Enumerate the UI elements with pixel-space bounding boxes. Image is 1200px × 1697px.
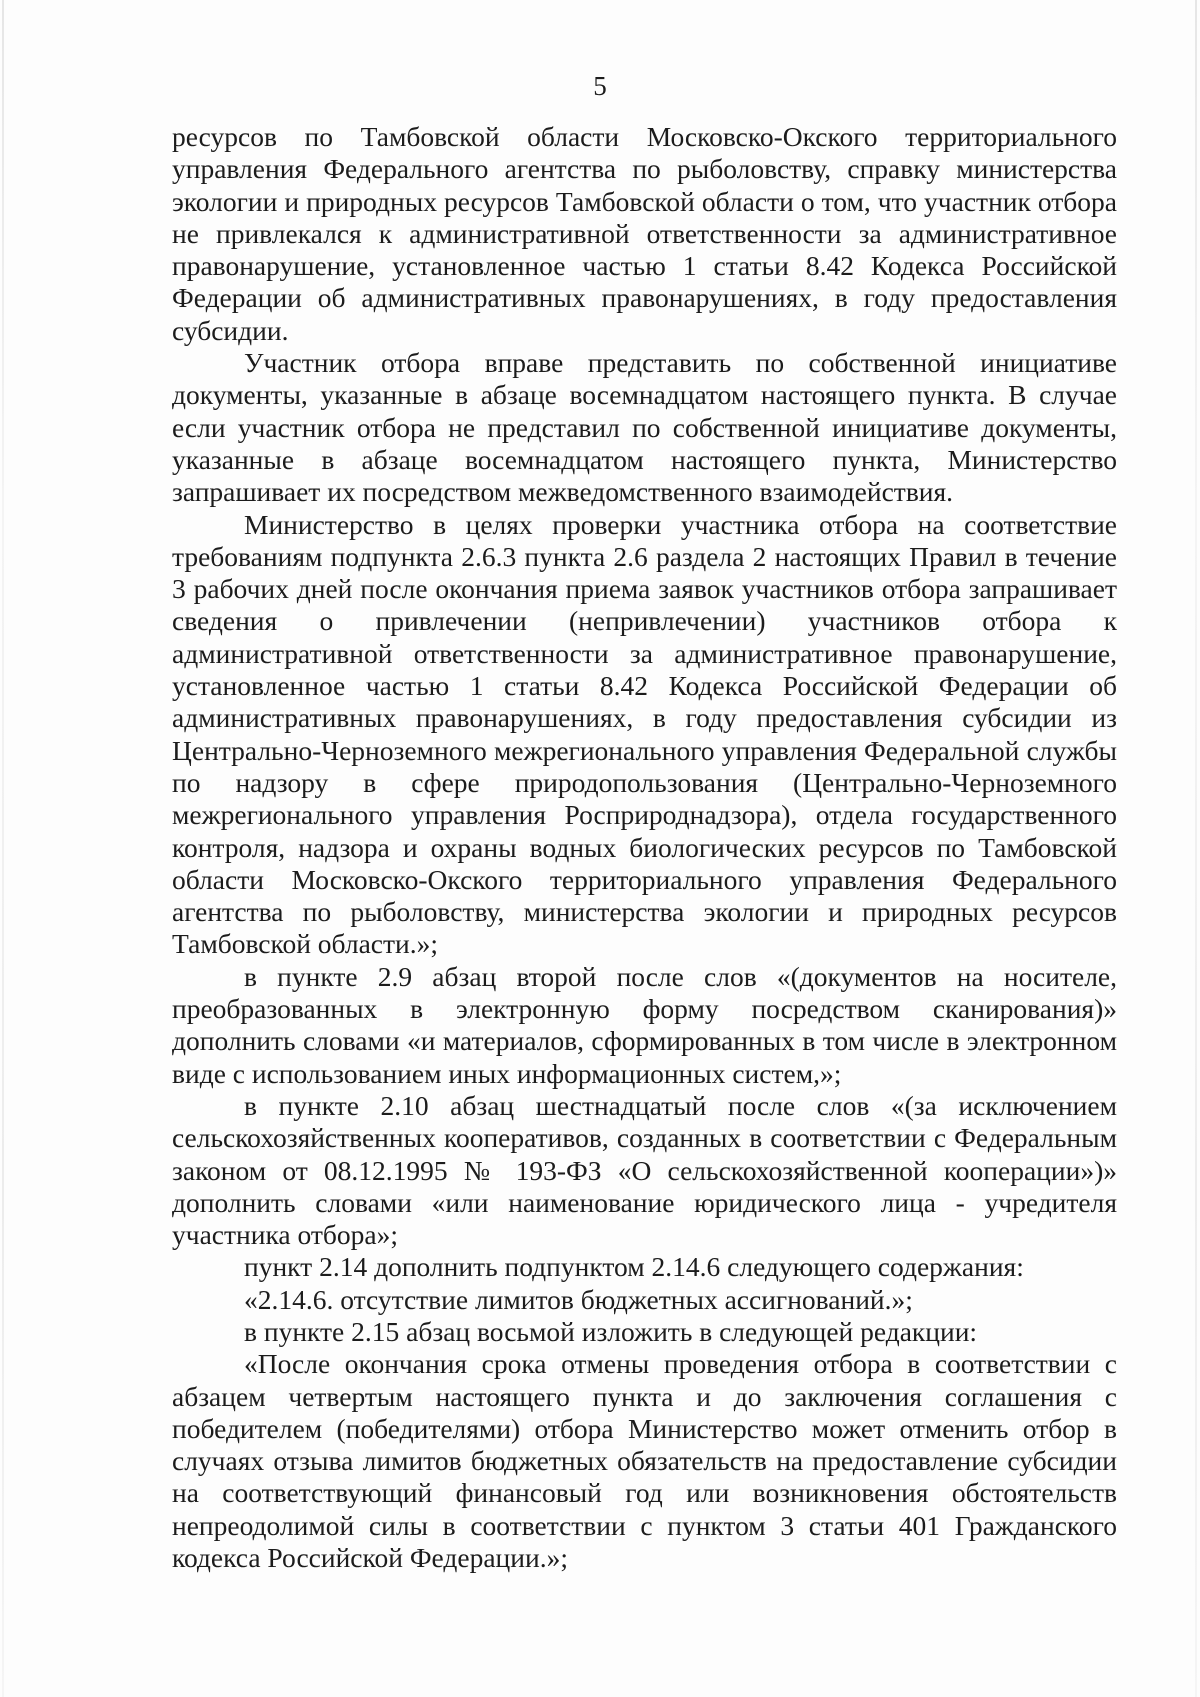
paragraph-5: в пункте 2.10 абзац шестнадцатый после слов «(за исключением сельскохозяйственных кооперативов, созданных в соответствии с Федеральным законом от 08.12.1995 № 193-ФЗ «О сельскохозяйственной кооперации»)» дополнить словами «или наименование юридического лица - учредителя участника отбора»; [172, 1089, 1117, 1251]
paragraph-8: в пункте 2.15 абзац восьмой изложить в следующей редакции: [244, 1315, 978, 1347]
scan-edge-left [2, 0, 4, 1697]
paragraph-2: Участник отбора вправе представить по собственной инициативе документы, указанные в абзаце восемнадцатом настоящего пункта. В случае если участник отбора не представил по собственной инициативе документы, указанные в абзаце восемнадцатом настоящего пункта, Министерство запрашивает их посредством межведомственного взаимодействия. [172, 347, 1117, 508]
document-body [172, 121, 1117, 1574]
paragraph-1: ресурсов по Тамбовской области Московско-Окского территориального управления Федерального агентства по рыболовству, справку министерства экологии и природных ресурсов Тамбовской области о том, что участник отбора не привлекался к административной ответственности за административное правонарушение, установленное частью 1 статьи 8.42 Кодекса Российской Федерации об административных правонарушениях, в году предоставления субсидии. [172, 121, 1117, 346]
paragraph-4: в пункте 2.9 абзац второй после слов «(документов на носителе, преобразованных в электронную форму посредством сканирования)» дополнить словами «и материалов, сформированных в том числе в электронном виде с использованием иных информационных систем,»; [172, 960, 1117, 1089]
paragraph-3: Министерство в целях проверки участника отбора на соответствие требованиям подпункта 2.6.3 пункта 2.6 раздела 2 настоящих Правил в течение 3 рабочих дней после окончания приема заявок участников отбора запрашивает сведения о привлечении (непривлечении) участников отбора к административной ответственности за административное правонарушение, установленное частью 1 статьи 8.42 Кодекса Российской Федерации об административных правонарушениях, в году предоставления субсидии из Центрально-Черноземного межрегионального управления Федеральной службы по надзору в сфере природопользования (Центрально-Черноземного межрегионального управления Росприроднадзора), отдела государственного контроля, надзора и охраны водных биологических ресурсов по Тамбовской области Московско-Окского территориального управления Федерального агентства по рыболовству, министерства экологии и природных ресурсов Тамбовской области.»; [172, 508, 1117, 960]
scan-edge-right [1195, 0, 1197, 1697]
paragraph-7: «2.14.6. отсутствие лимитов бюджетных ассигнований.»; [244, 1283, 913, 1315]
paragraph-9: «После окончания срока отмены проведения отбора в соответствии с абзацем четвертым настоящего пункта и до заключения соглашения с победителем (победителями) отбора Министерство может отменить отбор в случаях отзыва лимитов бюджетных обязательств на предоставление субсидии на соответствующий финансовый год или возникновения обстоятельств непреодолимой силы в соответствии с пунктом 3 статьи 401 Гражданского кодекса Российской Федерации.»; [172, 1348, 1117, 1574]
paragraph-6: пункт 2.14 дополнить подпунктом 2.14.6 следующего содержания: [244, 1251, 1024, 1283]
page-number: 5 [593, 71, 607, 101]
